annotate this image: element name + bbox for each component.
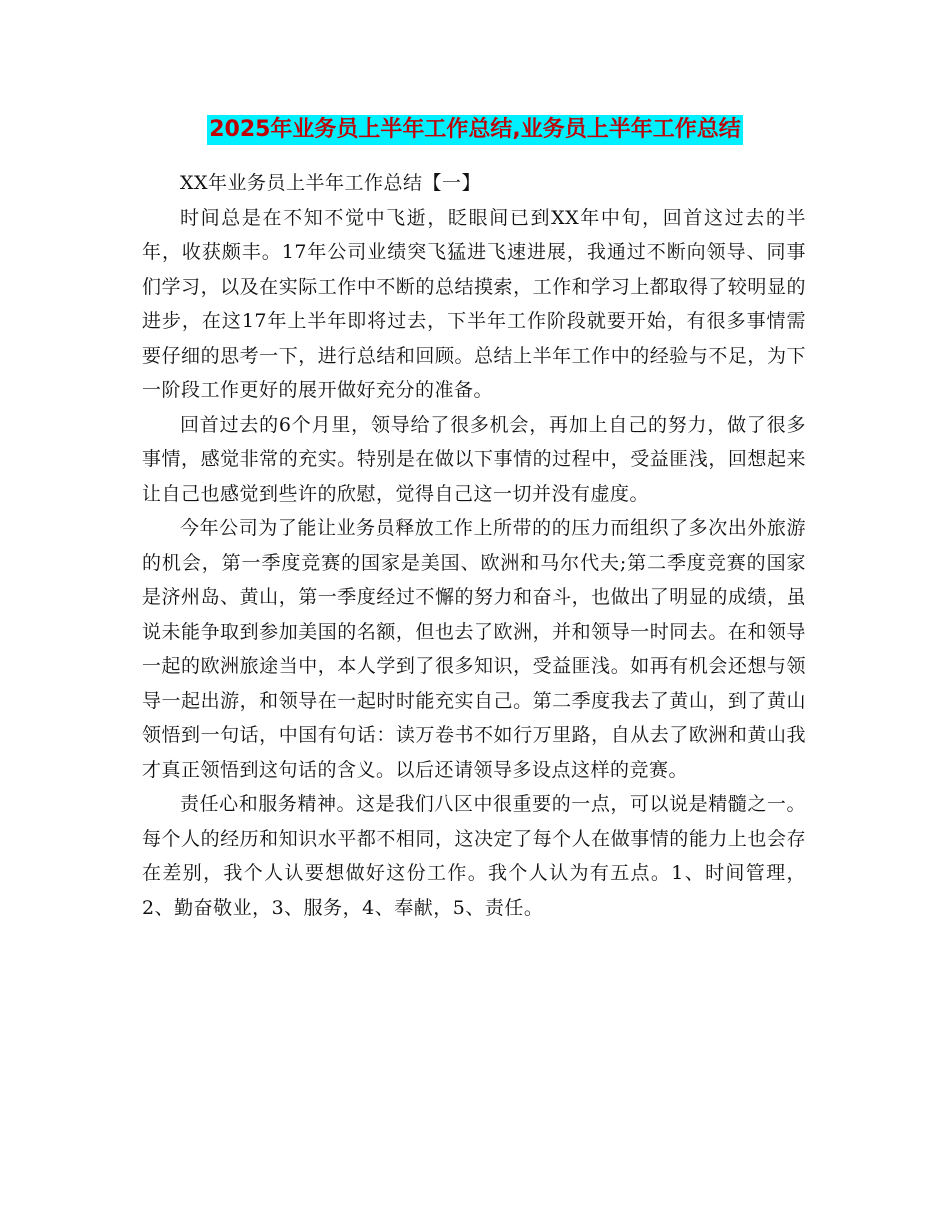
document-body <box>142 166 806 925</box>
paragraph-2: 回首过去的6个月里，领导给了很多机会，再加上自己的努力，做了很多事情，感觉非常的充实。特别是在做以下事情的过程中，受益匪浅，回想起来让自己也感觉到些许的欣慰，觉得自己这一切并没有虚度。 <box>142 413 806 505</box>
paragraph-4: 责任心和服务精神。这是我们八区中很重要的一点，可以说是精髓之一。每个人的经历和知识水平都不相同，这决定了每个人在做事情的能力上也会存在差别，我个人认要想做好这份工作。我个人认为有五点。1、时间管理，2、勤奋敬业，3、服务，4、奉献，5、责任。 <box>142 793 806 919</box>
section-heading: XX年业务员上半年工作总结【一】 <box>180 172 482 194</box>
title-container <box>0 115 950 145</box>
document-title: 2025年业务员上半年工作总结,业务员上半年工作总结 <box>207 115 743 145</box>
paragraph-1: 时间总是在不知不觉中飞逝，眨眼间已到XX年中旬，回首这过去的半年，收获颇丰。17年公司业绩突飞猛进飞速进展，我通过不断向领导、同事们学习，以及在实际工作中不断的总结摸索，工作和学习上都取得了较明显的进步，在这17年上半年即将过去，下半年工作阶段就要开始，有很多事情需要仔细的思考一下，进行总结和回顾。总结上半年工作中的经验与不足，为下一阶段工作更好的展开做好充分的准备。 <box>142 206 806 401</box>
paragraph-3: 今年公司为了能让业务员释放工作上所带的的压力而组织了多次出外旅游的机会，第一季度竞赛的国家是美国、欧洲和马尔代夫;第二季度竞赛的国家是济州岛、黄山，第一季度经过不懈的努力和奋斗，也做出了明显的成绩，虽说未能争取到参加美国的名额，但也去了欧洲，并和领导一时同去。在和领导一起的欧洲旅途当中，本人学到了很多知识，受益匪浅。如再有机会还想与领导一起出游，和领导在一起时时能充实自己。第二季度我去了黄山，到了黄山领悟到一句话，中国有句话：读万卷书不如行万里路，自从去了欧洲和黄山我才真正领悟到这句话的含义。以后还请领导多设点这样的竞赛。 <box>142 517 806 781</box>
